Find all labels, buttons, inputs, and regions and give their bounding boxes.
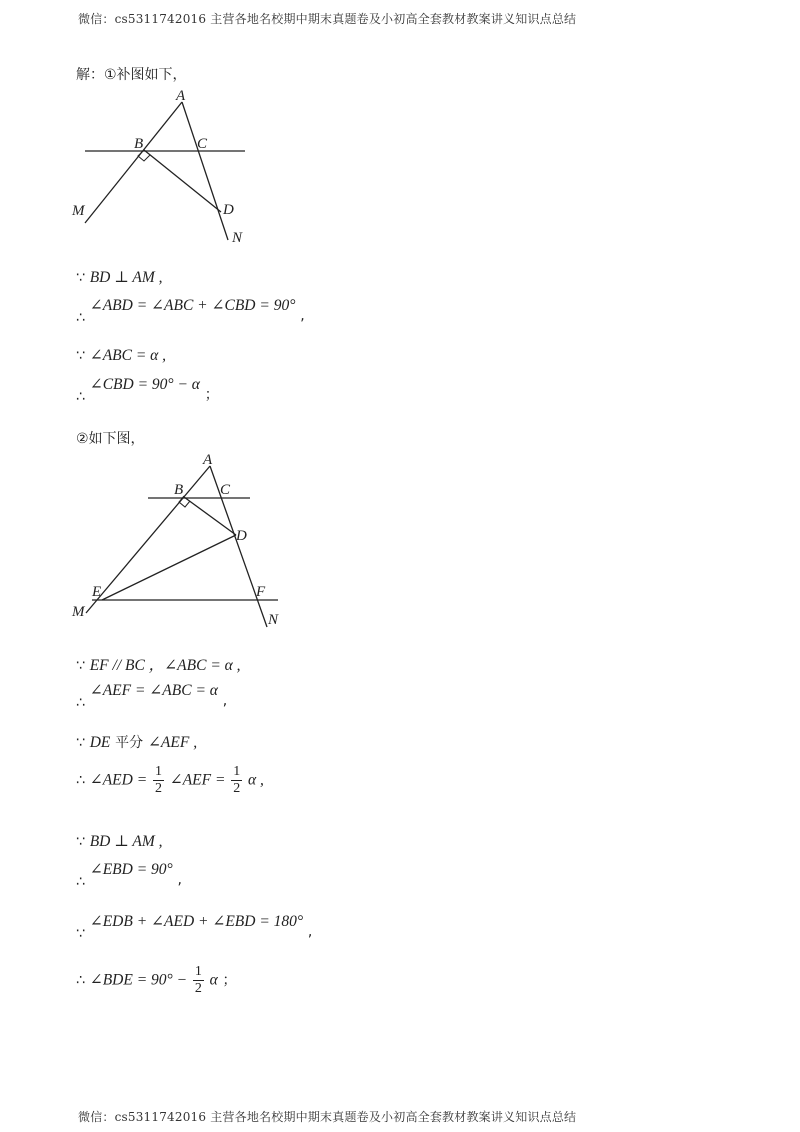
solution-intro-1: 解：①补图如下， <box>76 67 187 83</box>
p2-step5: ∵ BD ⊥ AM , <box>76 833 163 850</box>
label-n: N <box>268 612 279 628</box>
label-b: B <box>134 136 144 152</box>
p2-step6: ∴ ∠EBD = 90° , <box>76 861 182 890</box>
p1-step3: ∵ ∠ABC = α , <box>76 347 167 364</box>
p2-step1: ∵ EF // BC ，∠ABC = α , <box>76 657 241 674</box>
p2-step4: ∴ ∠AED = $\frac{1}{2}$ ∠AEF = $\frac{1}{2}$ α , <box>76 764 264 796</box>
label-c: C <box>197 136 208 152</box>
label-c: C <box>220 482 231 498</box>
label-m: M <box>72 604 85 620</box>
fraction-half: $\frac{1}{2}$ <box>154 764 162 796</box>
label-b: B <box>174 482 184 498</box>
page-footer: 微信：cs5311742016 主营各地名校期中期末真题卷及小初高全套教材教案讲义知识点总结 <box>78 1110 577 1124</box>
label-a: A <box>203 452 213 468</box>
p1-step1: ∵ BD ⊥ AM , <box>76 269 163 286</box>
p2-step3: ∵ DE 平分 ∠AEF , <box>76 734 198 751</box>
fraction-half: $\frac{1}{2}$ <box>194 964 202 996</box>
p1-step2: ∴ ∠ABD = ∠ABC + ∠CBD = 90° , <box>76 297 305 326</box>
label-m: M <box>72 203 85 219</box>
p2-step8: ∴ ∠BDE = 90° − $\frac{1}{2}$ α ； <box>76 964 237 996</box>
label-a: A <box>176 88 186 104</box>
figure-2 <box>70 452 290 632</box>
p1-step4: ∴ ∠CBD = 90° − α ； <box>76 376 219 405</box>
p2-step7: ∵ ∠EDB + ∠AED + ∠EBD = 180° , <box>76 913 313 942</box>
label-d: D <box>236 528 247 544</box>
page-header: 微信：cs5311742016 主营各地名校期中期末真题卷及小初高全套教材教案讲义知识点总结 <box>78 12 577 26</box>
p2-step2: ∴ ∠AEF = ∠ABC = α , <box>76 682 228 711</box>
label-d: D <box>223 202 234 218</box>
label-e: E <box>92 584 102 600</box>
fraction-half: $\frac{1}{2}$ <box>233 764 241 796</box>
label-f: F <box>256 584 266 600</box>
solution-intro-2: ②如下图， <box>76 431 145 447</box>
label-n: N <box>232 230 243 246</box>
figure-1 <box>70 88 270 248</box>
